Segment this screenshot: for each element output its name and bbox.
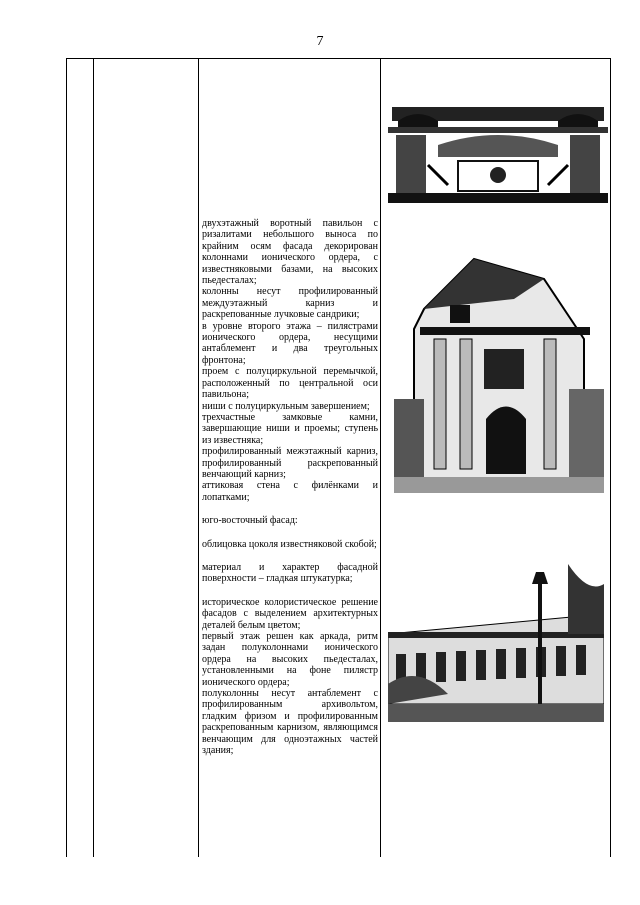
facade-heading: юго-восточный фасад: <box>202 515 298 527</box>
text-paragraph: трехчастные замковые камни, завершающие ниши и проемы; ступень из известняка; <box>202 411 378 446</box>
text-paragraph: историческое колористическое решение фасадов с выделением архитектурных деталей белым цветом; <box>202 596 378 631</box>
column-divider-1 <box>93 59 94 857</box>
text-paragraph: материал и характер фасадной поверхности – гладкая штукатурка; <box>202 561 378 585</box>
description-text-block-1 <box>202 218 378 756</box>
photo-southeast-facade <box>388 564 604 722</box>
text-paragraph: ниши с полуциркульным завершением; <box>202 400 370 412</box>
column-divider-2 <box>198 59 199 857</box>
photo-gate-pavilion <box>394 249 604 493</box>
column-divider-3 <box>380 59 381 857</box>
text-paragraph: в уровне второго этажа – пилястрами ионического ордера, несущими антаблемент и два треугольных фронтона; <box>202 320 378 366</box>
text-paragraph: полуколонны несут антаблемент с профилированным архивольтом, гладким фризом и профилированным раскрепованным карнизом, являющимся венчающим для одноэтажных частей здания; <box>202 688 378 757</box>
text-paragraph: двухэтажный воротный павильон с ризалитами небольшого выноса по крайним осям фасада декорирован колоннами ионического ордера, с известняковыми базами, на высоких пьедесталах; <box>202 218 378 287</box>
text-paragraph: профилированный межэтажный карниз, профилированный раскрепованный венчающий карниз; <box>202 446 378 480</box>
description-table <box>66 58 611 857</box>
page-number: 7 <box>316 34 324 49</box>
text-paragraph: первый этаж решен как аркада, ритм задан полуколоннами ионического ордера на высоких пьедесталах, установленными на фоне пилястр ионического ордера; <box>202 631 378 688</box>
text-paragraph: облицовка цоколя известняковой скобой; <box>202 538 377 550</box>
text-paragraph: колонны несут профилированный междуэтажный карниз и раскрепованные лучковые сандрики; <box>202 286 378 321</box>
text-paragraph: проем с полуциркульной перемычкой, расположенный по центральной оси павильона; <box>202 366 378 401</box>
text-paragraph: аттиковая стена с филёнками и лопатками; <box>202 480 378 503</box>
photo-cornice-detail <box>388 105 608 203</box>
